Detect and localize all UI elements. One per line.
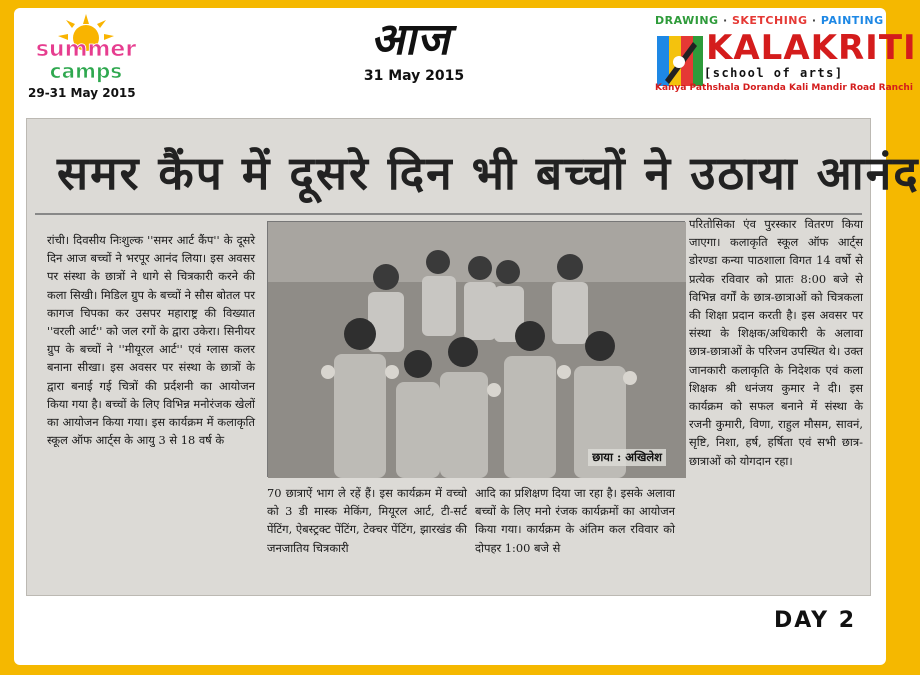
column-2-text: 70 छात्राऐं भाग ले रहें हैं। इस कार्यक्रम में वच्चो को 3 डी मास्क मेकिंग, मियूरल आर्ट, टी-सर्ट पेंटिंग, ऐबस्ट्रक्ट पेंटिंग, टेक्चर पेंटिंग, झारखंड की जनजातिय चित्रकारी <box>267 486 467 555</box>
summer-camp-dates: 29-31 May 2015 <box>28 86 136 100</box>
article-column-3 <box>475 484 675 557</box>
tagline-separator: · <box>811 14 817 27</box>
column-1-text: रांची। दिवसीय निःशुल्क ''समर आर्ट कैंप'' के दूसरे दिन आज बच्चों ने भरपूर आनंद लिया। इस अवसर पर संस्था के छात्रों ने धागे से चित्रकारी करने की कला सिखी। मिडिल ग्रुप के बच्चों ने सौस बोतल पर कागज चिपका कर उसपर महाराष्ट्र की विख्यात ''वरली आर्ट'' को जल रगों के द्वारा उकेरा। सिनीयर ग्रुप के बच्चों ने ''मीयूरल आर्ट'' एवं ग्लास कलर बनाना सीखा। इस अवसर पर संस्था के छात्रों के द्वारा बनाई गई चित्रों की प्रर्दशनी का आयोजन किया गया है। बच्चों के लिए विभिन्न मनोरंजक खेलों का आयोजन किया गया। इस कार्यक्रम में कलाकृति स्कूल ऑफ आर्ट्स के आयु 3 से 18 वर्ष के <box>47 233 255 448</box>
column-3-text: आदि का प्रशिक्षण दिया जा रहा है। इसके अलावा बच्चों के लिए मनो रंजक कार्यक्रमों का आयोजन किया गया। कार्यक्रम के अंतिम कल रविवार को दोपहर 1:00 बजे से <box>475 486 675 555</box>
day-label: DAY 2 <box>774 608 857 633</box>
photo-caption: छाया : अखिलेश <box>588 449 666 466</box>
school-name: KALAKRITI <box>706 28 917 68</box>
palette-brush-icon <box>655 32 705 88</box>
group-photo <box>267 221 685 477</box>
children-group-photo <box>268 222 686 478</box>
article-column-1 <box>47 231 255 449</box>
school-address: Kanya Pathshala Doranda Kali Mandir Road Ranchi <box>655 83 913 93</box>
page-frame <box>14 8 920 665</box>
article-headline: समर कैंप में दूसरे दिन भी बच्चों ने उठाया आनंद <box>57 146 920 200</box>
newspaper-masthead <box>334 10 494 84</box>
column-4-text: परितोसिका एंव पुरस्कार वितरण किया जाएगा। कलाकृति स्कूल ऑफ आर्ट्स डोरण्डा कन्या पाठशाला विगत 14 वर्षो से प्रत्येक रविवार को प्रातः 8:00 बजे से विभिन्न वर्गों के छात्र-छात्राओं को चित्रकला की शिक्षा प्रदान करती है। इस अवसर पर संस्था के शिक्षक/अधिकारी के अलावा छात्र-छात्राओं के परिजन उपस्थित थे। उक्त जानकारी कलाकृति के निदेशक एवं कला शिक्षक श्री धनंजय कुमार ने दी। इस कार्यक्रम को सफल बनाने में संस्था के रजनी कुमारी, विणा, राहुल मौसम, सावनं, सृष्टि, निशा, हर्ष, हर्षिता एवं सभी छात्र-छात्राओं को योगदान रहा। <box>689 217 863 468</box>
article-column-4 <box>689 215 863 470</box>
summer-camps-logo <box>26 12 146 92</box>
tagline-drawing: DRAWING <box>655 14 719 27</box>
tagline-sketching: SKETCHING <box>731 14 808 27</box>
article-column-2 <box>267 484 467 557</box>
school-subtitle: [school of arts] <box>704 66 844 80</box>
summer-logo-bottom: camps <box>49 59 123 83</box>
school-tagline <box>655 14 884 27</box>
newspaper-date: 31 May 2015 <box>363 68 465 84</box>
newspaper-name: आज <box>368 14 460 65</box>
newspaper-clipping <box>26 118 920 596</box>
summer-logo-top: summer <box>35 37 137 62</box>
tagline-painting: PAINTING <box>820 14 884 27</box>
tagline-separator: · <box>722 14 728 27</box>
